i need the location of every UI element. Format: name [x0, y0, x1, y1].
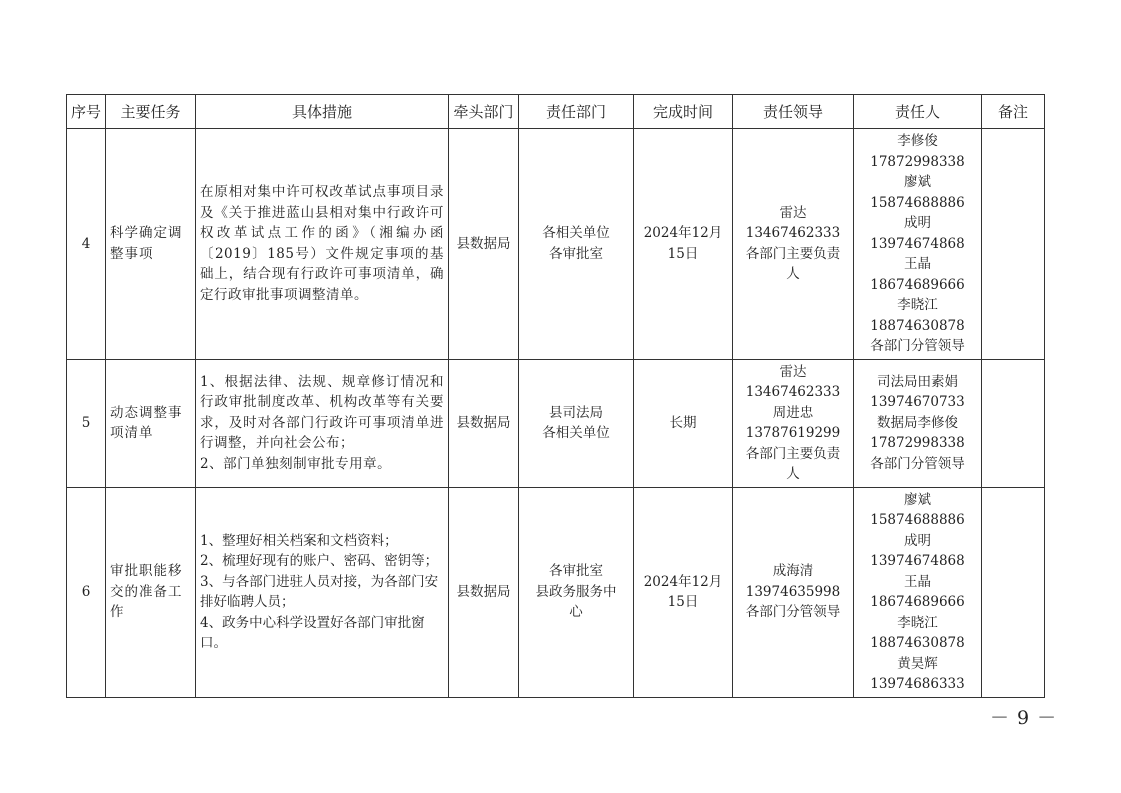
row-task: 审批职能移交的准备工作 — [106, 487, 196, 697]
person-line: 李修俊 — [897, 133, 938, 149]
person-line: 李晓江 — [897, 297, 938, 313]
header-no: 序号 — [67, 95, 106, 129]
row-remark — [982, 487, 1045, 697]
row-responsible-dept — [519, 129, 634, 360]
person-line: 18874630878 — [870, 317, 965, 334]
person-line: 13974686333 — [870, 676, 965, 692]
table-header-row — [67, 95, 1045, 129]
header-measures: 具体措施 — [196, 95, 449, 129]
person-line: 廖斌 — [904, 491, 931, 508]
responsible-dept-line: 县司法局 — [549, 404, 603, 421]
row-lead-dept: 县数据局 — [449, 129, 519, 360]
deadline-line: 2024年12月 — [643, 573, 723, 590]
leader-line: 周进忠 — [772, 404, 814, 421]
person-line: 17872998338 — [870, 435, 965, 452]
row-leader — [733, 129, 854, 360]
header-responsible-dept: 责任部门 — [519, 95, 634, 129]
row-number: 4 — [67, 129, 106, 360]
responsible-dept-line: 各相关单位 — [542, 225, 610, 242]
row-deadline — [634, 487, 733, 697]
leader-line: 各部门主要负责 — [745, 245, 841, 262]
row-lead-dept: 县数据局 — [449, 359, 519, 487]
person-line: 李晓江 — [897, 614, 938, 631]
person-line: 王晶 — [904, 256, 931, 272]
leader-line: 成海清 — [772, 563, 814, 580]
leader-line: 各部门主要负责 — [745, 445, 841, 462]
person-line: 黄昊辉 — [897, 655, 938, 672]
leader-line: 各部门分管领导 — [745, 604, 841, 621]
responsible-dept-line: 各审批室 — [549, 245, 603, 262]
row-remark — [982, 359, 1045, 487]
leader-line: 13467462333 — [745, 225, 841, 242]
header-task: 主要任务 — [106, 95, 196, 129]
person-line: 各部门分管领导 — [870, 455, 965, 472]
person-line: 18674689666 — [870, 276, 965, 293]
table-row — [67, 359, 1045, 487]
table-row — [67, 487, 1045, 697]
leader-line: 13974635998 — [745, 583, 841, 600]
row-task: 动态调整事项清单 — [106, 359, 196, 487]
person-line: 17872998338 — [870, 153, 965, 170]
person-line: 成明 — [904, 532, 931, 549]
row-measures: 在原相对集中许可权改革试点事项目录及《关于推进蓝山县相对集中行政许可权改革试点工作的函》（湘编办函〔2019〕185号）文件规定事项的基础上，结合现有行政许可事项清单，确定行政审批事项调整清单。 — [196, 129, 449, 360]
header-lead-dept: 牵头部门 — [449, 95, 519, 129]
person-line: 18674689666 — [870, 594, 965, 610]
row-responsible-dept — [519, 487, 634, 697]
person-line: 各部门分管领导 — [870, 338, 965, 354]
row-leader — [733, 487, 854, 697]
leader-line: 雷达 — [779, 204, 807, 221]
person-line: 13974674868 — [870, 553, 965, 569]
leader-line: 雷达 — [779, 363, 807, 380]
row-responsible-dept — [519, 359, 634, 487]
responsible-dept-line: 各审批室 — [549, 563, 603, 580]
leader-line: 13467462333 — [745, 384, 841, 400]
task-table-container — [66, 94, 1044, 698]
person-line: 15874688886 — [870, 512, 965, 528]
row-deadline — [634, 129, 733, 360]
person-line: 13974670733 — [870, 394, 965, 411]
row-remark — [982, 129, 1045, 360]
row-measures: 1、整理好相关档案和文档资料； 2、梳理好现有的账户、密码、密钥等； 3、与各部门进驻人员对接，为各部门安排好临聘人员； 4、政务中心科学设置好各部门审批窗口。 — [196, 487, 449, 697]
leader-line: 人 — [786, 466, 800, 482]
deadline-line: 长期 — [669, 414, 697, 431]
row-deadline — [634, 359, 733, 487]
page-number: － 9 － — [990, 707, 1058, 729]
deadline-line: 2024年12月 — [643, 225, 723, 242]
row-leader — [733, 359, 854, 487]
header-persons: 责任人 — [854, 95, 982, 129]
person-line: 成明 — [904, 215, 931, 231]
person-line: 13974674868 — [870, 235, 965, 252]
row-number: 6 — [67, 487, 106, 697]
deadline-line: 15日 — [667, 245, 699, 262]
table-row — [67, 129, 1045, 360]
row-task: 科学确定调整事项 — [106, 129, 196, 360]
row-lead-dept: 县数据局 — [449, 487, 519, 697]
person-line: 15874688886 — [870, 194, 965, 211]
row-persons — [854, 129, 982, 360]
person-line: 廖斌 — [904, 174, 931, 190]
person-line: 司法局田素娟 — [877, 373, 958, 390]
person-line: 王晶 — [904, 573, 931, 590]
responsible-dept-line: 县政务服务中 — [535, 583, 617, 600]
row-measures: 1、根据法律、法规、规章修订情况和行政审批制度改革、机构改革等有关要求，及时对各部门行政许可事项清单进行调整，并向社会公布； 2、部门单独刻制审批专用章。 — [196, 359, 449, 487]
header-leader: 责任领导 — [733, 95, 854, 129]
header-remark: 备注 — [982, 95, 1045, 129]
person-line: 数据局李修俊 — [877, 414, 958, 431]
responsible-dept-line: 心 — [569, 604, 583, 621]
row-persons — [854, 487, 982, 697]
row-number: 5 — [67, 359, 106, 487]
leader-line: 人 — [786, 266, 800, 283]
deadline-line: 15日 — [667, 594, 699, 610]
task-table — [66, 94, 1045, 698]
responsible-dept-line: 各相关单位 — [542, 425, 610, 441]
leader-line: 13787619299 — [745, 425, 841, 441]
row-persons — [854, 359, 982, 487]
header-deadline: 完成时间 — [634, 95, 733, 129]
person-line: 18874630878 — [870, 635, 965, 651]
